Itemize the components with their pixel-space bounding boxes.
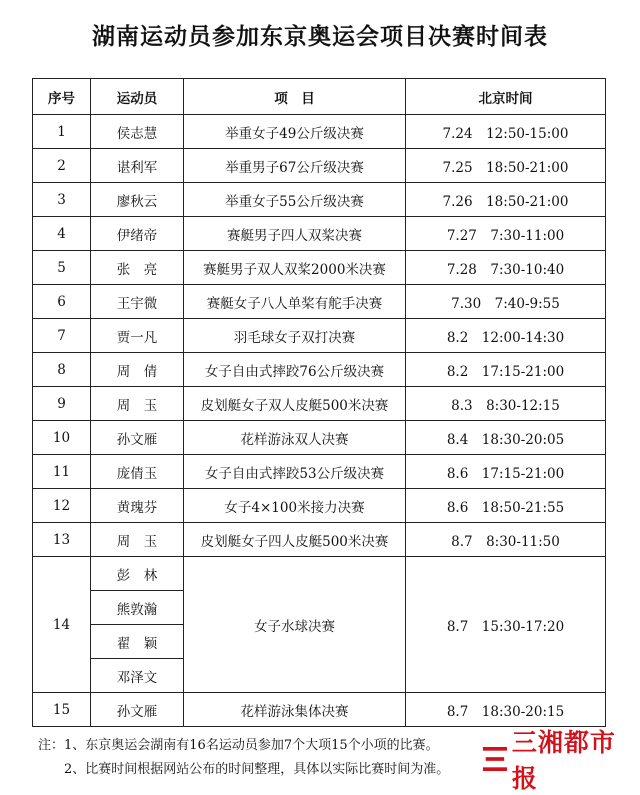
table-row [33,489,606,523]
row-number: 14 [33,557,91,693]
event-name: 花样游泳集体决赛 [184,693,406,727]
schedule-table [32,78,606,727]
table-row [33,251,606,285]
row-number: 10 [33,421,91,455]
event-name: 赛艇男子双人双桨2000米决赛 [184,251,406,285]
row-number: 8 [33,353,91,387]
table-row [33,455,606,489]
athlete-name: 邓泽文 [91,659,184,693]
event-time: 7.25 18:50-21:00 [406,149,606,183]
event-name: 女子自由式摔跤76公斤级决赛 [184,353,406,387]
athlete-name: 熊敦瀚 [91,591,184,625]
athlete-name: 黄瑰芬 [91,489,184,523]
event-time: 8.6 17:15-21:00 [406,455,606,489]
row-number: 6 [33,285,91,319]
row-number: 12 [33,489,91,523]
table-row [33,183,606,217]
event-time: 8.2 17:15-21:00 [406,353,606,387]
event-name: 羽毛球女子双打决赛 [184,319,406,353]
athlete-name: 周 玉 [91,523,184,557]
note-2: 2、比赛时间根据网站公布的时间整理，具体以实际比赛时间为准。 [64,762,450,777]
athlete-name: 周 倩 [91,353,184,387]
note-1: 注：1、东京奥运会湖南有16名运动员参加7个大项15个小项的比赛。 [38,738,439,753]
athlete-name: 贾一凡 [91,319,184,353]
event-time: 8.4 18:30-20:05 [406,421,606,455]
table-row [33,115,606,149]
logo-mark-icon [482,744,508,774]
event-name: 花样游泳双人决赛 [184,421,406,455]
event-time: 8.7 18:30-20:15 [406,693,606,727]
event-time: 8.7 8:30-11:50 [406,523,606,557]
table-row [33,149,606,183]
event-time: 8.7 15:30-17:20 [406,557,606,693]
event-name: 皮划艇女子四人皮艇500米决赛 [184,523,406,557]
event-name: 女子4×100米接力决赛 [184,489,406,523]
event-name: 皮划艇女子双人皮艇500米决赛 [184,387,406,421]
page-title: 湖南运动员参加东京奥运会项目决赛时间表 [92,23,548,50]
row-number: 7 [33,319,91,353]
event-time: 7.28 7:30-10:40 [406,251,606,285]
row-number: 1 [33,115,91,149]
event-name: 举重女子55公斤级决赛 [184,183,406,217]
event-time: 8.6 18:50-21:55 [406,489,606,523]
header-event: 项 目 [184,79,406,115]
event-name: 举重女子49公斤级决赛 [184,115,406,149]
row-number: 11 [33,455,91,489]
athlete-name: 张 亮 [91,251,184,285]
athlete-name: 孙文雁 [91,421,184,455]
athlete-name: 谌利军 [91,149,184,183]
athlete-name: 庞倩玉 [91,455,184,489]
athlete-name: 孙文雁 [91,693,184,727]
athlete-name: 王宇微 [91,285,184,319]
table-header-row [33,79,606,115]
event-time: 7.30 7:40-9:55 [406,285,606,319]
header-athlete: 运动员 [91,79,184,115]
row-number: 5 [33,251,91,285]
row-number: 4 [33,217,91,251]
event-time: 7.27 7:30-11:00 [406,217,606,251]
athlete-name: 周 玉 [91,387,184,421]
table-row [33,285,606,319]
header-number: 序号 [33,79,91,115]
row-number: 15 [33,693,91,727]
athlete-name: 彭 林 [91,557,184,591]
logo-text: 三湘都市报 [511,728,616,793]
table-row [33,421,606,455]
event-time: 8.2 12:00-14:30 [406,319,606,353]
footnotes [38,734,449,782]
row-number: 3 [33,183,91,217]
table-row [33,319,606,353]
athlete-name: 侯志慧 [91,115,184,149]
table-row [33,693,606,727]
row-number: 9 [33,387,91,421]
athlete-name: 翟 颖 [91,625,184,659]
event-name: 女子水球决赛 [184,557,406,693]
table-row [33,217,606,251]
athlete-name: 伊绪帝 [91,217,184,251]
table-row [33,523,606,557]
event-name: 举重男子67公斤级决赛 [184,149,406,183]
event-name: 赛艇女子八人单桨有舵手决赛 [184,285,406,319]
row-number: 13 [33,523,91,557]
athlete-name: 廖秋云 [91,183,184,217]
table-row [33,387,606,421]
event-time: 7.26 18:50-21:00 [406,183,606,217]
schedule-body [33,115,606,727]
event-time: 8.3 8:30-12:15 [406,387,606,421]
header-beijing-time: 北京时间 [406,79,606,115]
row-number: 2 [33,149,91,183]
table-row [33,557,606,591]
event-name: 赛艇男子四人双桨决赛 [184,217,406,251]
table-row [33,353,606,387]
event-name: 女子自由式摔跤53公斤级决赛 [184,455,406,489]
newspaper-logo [482,728,632,793]
event-time: 7.24 12:50-15:00 [406,115,606,149]
